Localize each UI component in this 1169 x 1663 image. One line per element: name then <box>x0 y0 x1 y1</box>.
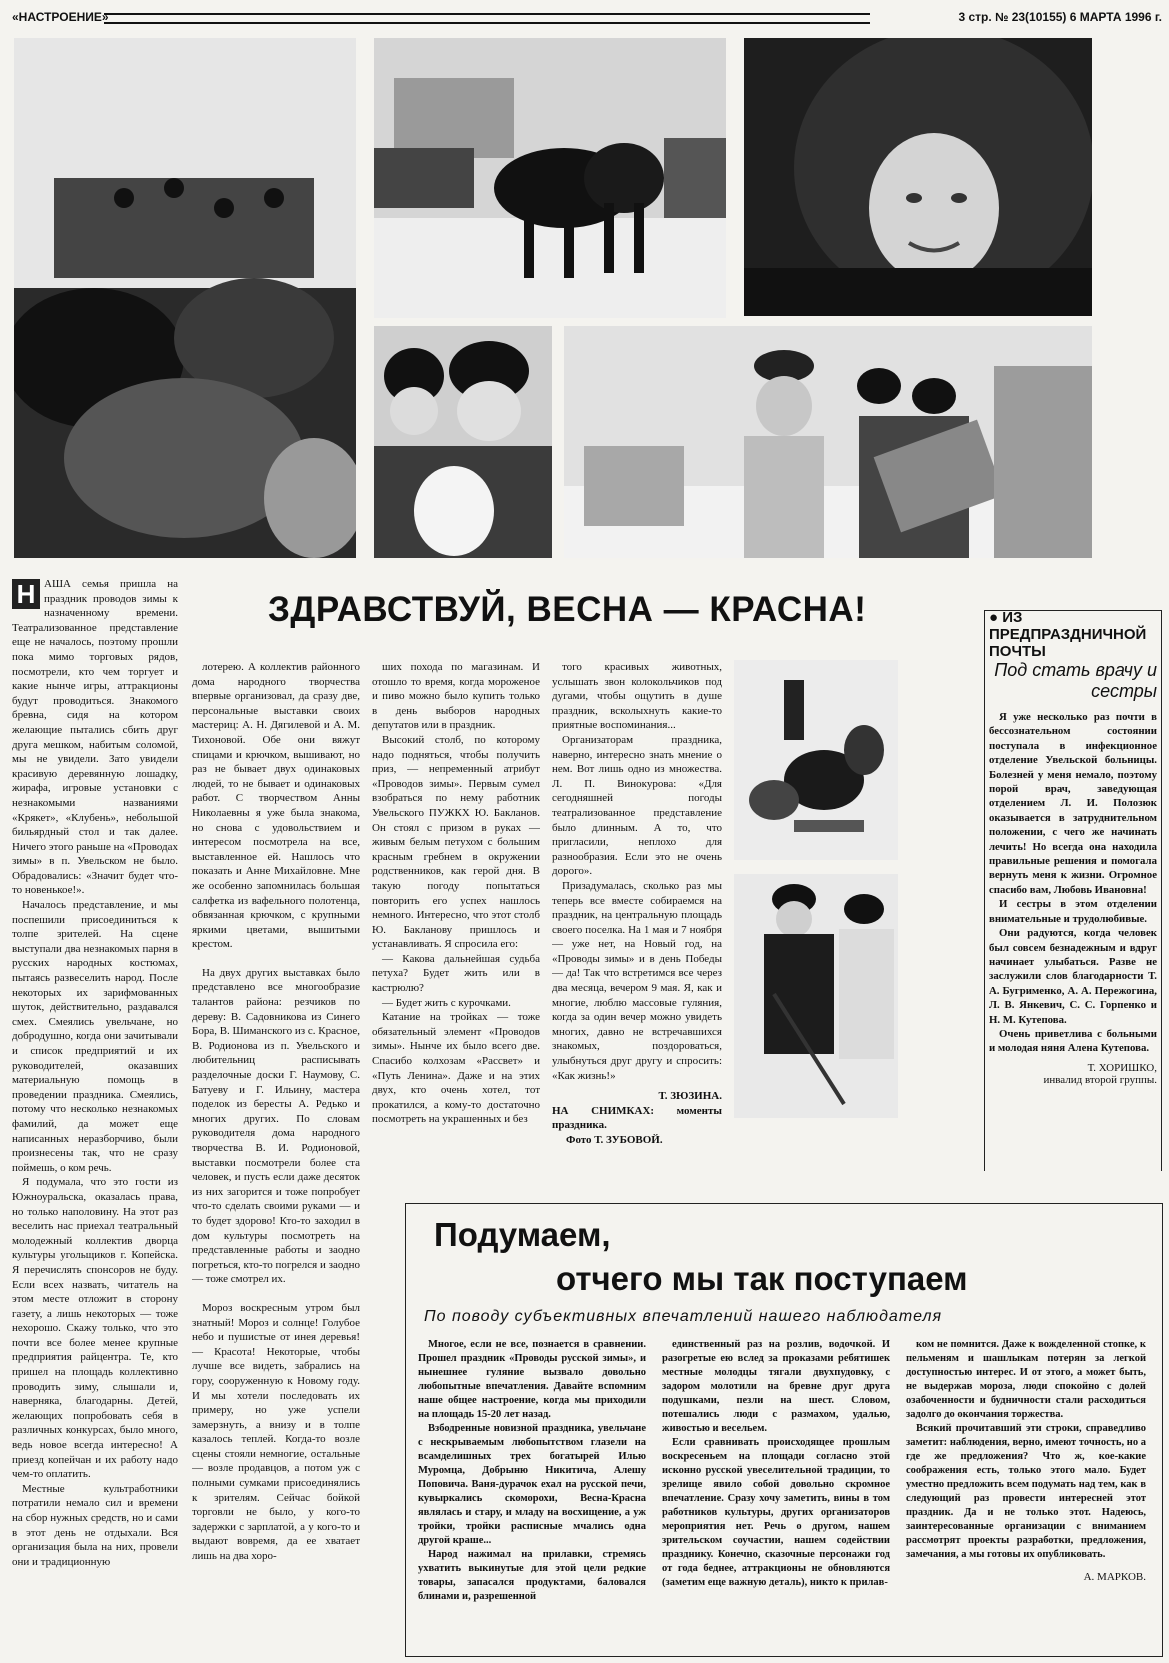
paragraph: Многое, если не все, познается в сравнении. Прошел праздник «Проводы русской зимы», и нынешнее гуляние вызвало довольно любопытные впечатления. Давайте вспомним наше общее настроение, когда мы приходили на площадь 15-20 лет назад. <box>418 1339 646 1420</box>
sidebar-rubric <box>989 609 1157 660</box>
article2-column-3 <box>906 1274 1146 1650</box>
paragraph: того красивых животных, услышать звон колокольчиков под дугами, чтобы ощутить в душе праздник, всколыхнуть какие-то приятные воспоминания... <box>552 661 722 732</box>
header-rule <box>104 13 870 24</box>
article2-column-2 <box>662 1338 890 1650</box>
article-column-2 <box>192 660 360 1655</box>
paragraph: — Будет жить с курочками. <box>382 996 511 1009</box>
article-headline: ЗДРАВСТВУЙ, ВЕСНА — КРАСНА! <box>268 590 867 629</box>
paragraph: Они радуются, когда человек был совсем безнадежным и вдруг начинает улыбаться. Разве не заслужили слов благодарности Т. А. Бугрименко, А. А. Пережогина, Л. В. Янкевич, С. С. Горпенко и Н. М. Кутепова. <box>989 927 1157 1026</box>
paragraph: Началось представление, и мы поспешили присоединиться к толпе зрителей. На сцене выступали два незнакомых парня в русских народных костюмах, пытаясь развеселить народ. После некоторых их зарифмованных шуток, действительно, раздавался смех. Смеялись увельчане, но добродушно, когда они зачитывали и список предприятий и их руководителей, оказавших материальную помощь в проведении праздника. Смеялись, потому что несколько незнакомых фамилий, да может еще написанных неразборчиво, были произнесены так, что не сразу поймешь, о ком речь. <box>12 899 178 1174</box>
paragraph: Очень приветлива с больными и молодая няня Алена Кутепова. <box>989 1027 1157 1055</box>
photo-girl-hood <box>744 38 1092 316</box>
article2-title-line2: отчего мы так поступаем <box>556 1260 968 1297</box>
paragraph: Призадумалась, сколько раз мы теперь все вместе собираемся на праздник, на центральную площадь своего поселка. На 1 мая и 7 ноября — уже нет, на Новый год, на «Проводы зимы» и в день Победы — да! Так что встретимся все через два месяца, вечером 9 мая. Я, как и многие, люблю массовые гуляния, когда за один вечер можно увидеть многих, давно не встречавшихся знакомых, поздороваться, улыбнуться друг другу и спросить: «Как жизнь!» <box>552 879 722 1082</box>
photo-horses <box>374 38 726 318</box>
bullet-icon: ● <box>989 609 999 626</box>
paragraph: АША семья пришла на праздник проводов зимы к назначенному времени. Театрализованное представление еще не началось, поэтому прошли пока мимо торговых рядов, посмотрели, кто чем торгует и какие нынче игры, аттракционы будут проводиться. Знакомого бревна, сидя на котором желающие пытались сбить друг друга мешком, набитым соломой, мы не увидели. Зато увидели красивую деревянную лошадку, жирафа, игровые установки с незнакомыми названиями «Крякет», «Клубень», небольшой бильярдный стол и так далее. Ничего этого раньше на «Проводах зимы» в п. Увельском не было. Обрадовались: «Значит будет что-то новенькое!». <box>12 578 178 897</box>
paragraph: Организаторам праздника, наверно, интересно знать мнение о нем. Вот лишь одно из множества. Л. П. Винокурова: «Для сегодняшней погоды театрализованное представление было длинным. А то, что пригласили, неплохо для разнообразия. Если это не очень дорого». <box>552 733 722 878</box>
paragraph: Народ нажимал на прилавки, стремясь ухватить выкинутые для этой цели редкие товары, запасался продуктами, баловался блинами и, разрешенной <box>418 1549 646 1602</box>
article-column-3 <box>372 660 540 1200</box>
sidebar-rubric-text: ИЗ ПРЕДПРАЗДНИЧНОЙ ПОЧТЫ <box>989 609 1147 660</box>
article2-column-1 <box>418 1338 646 1650</box>
drop-cap: Н <box>12 579 40 609</box>
sidebar-title: Под стать врачу и сестры <box>994 660 1157 701</box>
paragraph: ших похода по магазинам. И отошло то время, когда мороженое и пиво можно было купить только в день выборов народных депутатов или в праздник. <box>372 661 540 732</box>
photo-caption: НА СНИМКАХ: моменты праздника. <box>552 1104 722 1132</box>
page-header <box>12 8 1162 28</box>
article-author: Т. ЗЮЗИНА. <box>658 1090 722 1103</box>
paragraph: Мороз воскресным утром был знатный! Мороз и солнце! Голубое небо и пушистые от инея деревья! — Красота! Некоторые, чтобы лучше все видеть, забрались на гору, сооруженную к Новому году. И мы хотели последовать их примеру, но уже успели замерзнуть, а внизу и в толпе казалось теплей. Когда-то возле сцены стояли немногие, остальные — возле продавцов, а потом уж с полными сумками присоединялись к зрителям. Сейчас бойкой торговли не было, у кого-то задержки с зарплатой, а у кого-то и выдают вовремя, да ее хватает лишь на два хоро- <box>192 1301 360 1563</box>
paragraph: ком не помнится. Даже к вожделенной стопке, к пельменям и шашлыкам потерян за легкой доступностью интерес. И от этого, а может быть, не выдержав мороза, люди спокойно с долей озабоченности и будничности стали расходиться задолго до окончания торжества. <box>906 1339 1146 1420</box>
photo-crowd <box>14 38 356 558</box>
article2-subtitle: По поводу субъективных впечатлений нашего наблюдателя <box>424 1308 943 1325</box>
sidebar-author: Т. ХОРИШКО, <box>1087 1061 1157 1074</box>
paragraph: — Какова дальнейшая судьба петуха? Будет жить или в кастрюлю? <box>372 952 540 995</box>
sidebar-author-note: инвалид второй группы. <box>1043 1073 1157 1086</box>
paragraph: Катание на тройках — тоже обязательный элемент «Проводов зимы». Нынче их было всего две. Спасибо колхозам «Рассвет» и «Путь Ленина». Даже и на этих двух, кто очень хотел, тот прокатился, а кому-то достаточно посмотреть на украшенных и без <box>372 1011 540 1126</box>
paragraph: Всякий прочитавший эти строки, справедливо заметит: наблюдения, верно, имеют точность, но а где же предложения? Что ж, кое-какие соображения есть, только этого мало. Будет уместно предложить всем подумать над тем, как в следующий раз провести интересней этот праздник. Да и не только этот. Надеюсь, заинтересованные организации с вниманием рассмотрят проекты разработки, предложения, замечания, а мы готовы их опубликовать. <box>906 1423 1146 1560</box>
photo-kids-sled <box>734 660 898 860</box>
paragraph: Местные культработники потратили немало сил и времени на сбор нужных средств, но и сами в этот день не отдыхали. Вся организация была на них, провели они и традиционную <box>12 1482 178 1568</box>
paragraph: И сестры в этом отделении внимательные и трудолюбивые. <box>989 898 1157 925</box>
article-column-1 <box>12 577 178 1655</box>
issue-info: 3 стр. № 23(10155) 6 МАРТА 1996 г. <box>958 10 1162 24</box>
paragraph: лотерею. А коллектив районного дома народного творчества впервые организовал, да сразу две, персональные выставки своих мастериц: А. Н. Дягилевой и А. М. Тихоновой. Обе они вяжут спицами и крючком, вышивают, но раз не бывает двух одинаковых людей, то не бывает и одинаковых работ. С творчеством Анны Николаевны я уже была знакома, но снова с удовольствием и интересом посмотрела на все, выставленное ей. Нашлось что показать и Анне Михайловне. Мне же особенно запомнилась большая салфетка из вафельного полотенца, обвязанная крючком, с крупными яркими цветами, вышитыми крестом. <box>192 661 360 951</box>
paragraph: Взбодренные новизной праздника, увельчане с нескрываемым любопытством глазели на всамделишных трех богатырей Илью Муромца, Добрыню Никитича, Алешу Поповича. Ваня-дурачок ехал на русской печи, кувыркались скоморохи, Весна-Красна являлась и стару, и младу на восхищение, а уж тройки, тройки расписные мчались одна другой краше... <box>418 1423 646 1546</box>
paragraph: Высокий столб, по которому надо подняться, чтобы получить приз, — непременный атрибут «Проводов зимы». Первым сумел взобраться по нему работник Увельского ПУЖКХ Ю. Бакланов. Он стоял с призом в руках — живым белым петухом с большим красным гребнем в окружении родственников, как герой дня. В такую погоду попытаться повторить его успех нашлось немного. Интересно, что этот столб Ю. Бакланову пришлось и устанавливать. Я спросила его: <box>372 733 540 951</box>
photo-performers <box>564 326 1092 558</box>
photo-boys-rooster <box>374 326 552 558</box>
paragraph: Я подумала, что это гости из Южноуральска, оказалась права, но только наполовину. На этот раз веселить нас приехал театральный молодежный коллектив дворца культуры угольщиков г. Копейска. Я перечислять спонсоров не буду. Если всех назвать, читатель на этом месте отложит в сторону газету, а лишь некоторых — тоже нехорошо. Скажу только, что это почти все более менее крупные предприятия райцентра. Те, кто пришел на площадь коллективно проводить зиму, слышали и, наверняка, благодарны. Детей, желающих попробовать себя в различных конкурсах, было много, ведь новое всегда интересно! А приезд копейчан и их работу надо чем-то оплатить. <box>12 1176 178 1481</box>
article2-author: А. МАРКОВ. <box>1083 1571 1146 1583</box>
photo-people-snow <box>734 874 898 1118</box>
sidebar-letter <box>984 610 1162 1171</box>
article-column-4 <box>552 660 722 1200</box>
newspaper-name: «НАСТРОЕНИЕ» <box>12 10 109 24</box>
article2-title-line1: Подумаем, <box>434 1216 611 1253</box>
article-box <box>405 1203 1163 1657</box>
paragraph: Если сравнивать происходящее прошлым воскресеньем на площади согласно этой исконно русской увеселительной традиции, то зрелище явило собой довольно скромное впечатление. Сразу хочу заметить, вины в том работников культуры, других организаторов мероприятия нет. Речь о другом, нашем зрительском соучастии, нашем содействии празднику. Конечно, сказочные персонажи год от года беднее, аттракционы не обновляются (заметим еще важную деталь), никто к прилав- <box>662 1437 890 1588</box>
paragraph: На двух других выставках было представлено все многообразие талантов района: резчиков по дереву: В. Садовникова из Синего Бора, В. Шиманского из с. Красное, В. Родионова из п. Увельского и любительниц расписывать разделочные доски Г. Наумову, С. Батуеву и Г. Ильину, мастера поделок из бересты А. Редько и многих других. По словам руководителя дома народного творчества В. И. Родионовой, выставки посмотрели более ста человек, и пусть если даже десяток из них загорится и тоже попробует что-то сделать своими руками — и то будет здорово! Кто-то заходил в дом культуры посмотреть на представленные работы и заодно погреться, кто-то погрелся и заодно — тоже смотрел их. <box>192 966 360 1286</box>
paragraph: Я уже несколько раз почти в бессознательном состоянии поступала в инфекционное отделение Увельской больницы. Болезней у меня немало, поэтому порой врач, заведующая отделением Л. И. Полозюк оказывается в затруднительном положении, с чего же начинать лечить! Но всегда она находила правильные решения и помогала вернуть меня к жизни. Огромное спасибо вам, Любовь Ивановна! <box>989 711 1157 896</box>
paragraph: единственный раз на розлив, водочкой. И разогретые ею вслед за проказами ребятишек местные молодцы тягали двухпудовку, с задором молотили на бревне друг друга подушками, пезли на шест. Словом, потешались люди с размахом, удалью, живостью и весельем. <box>662 1339 890 1434</box>
photo-credit: Фото Т. ЗУБОВОЙ. <box>566 1134 663 1146</box>
